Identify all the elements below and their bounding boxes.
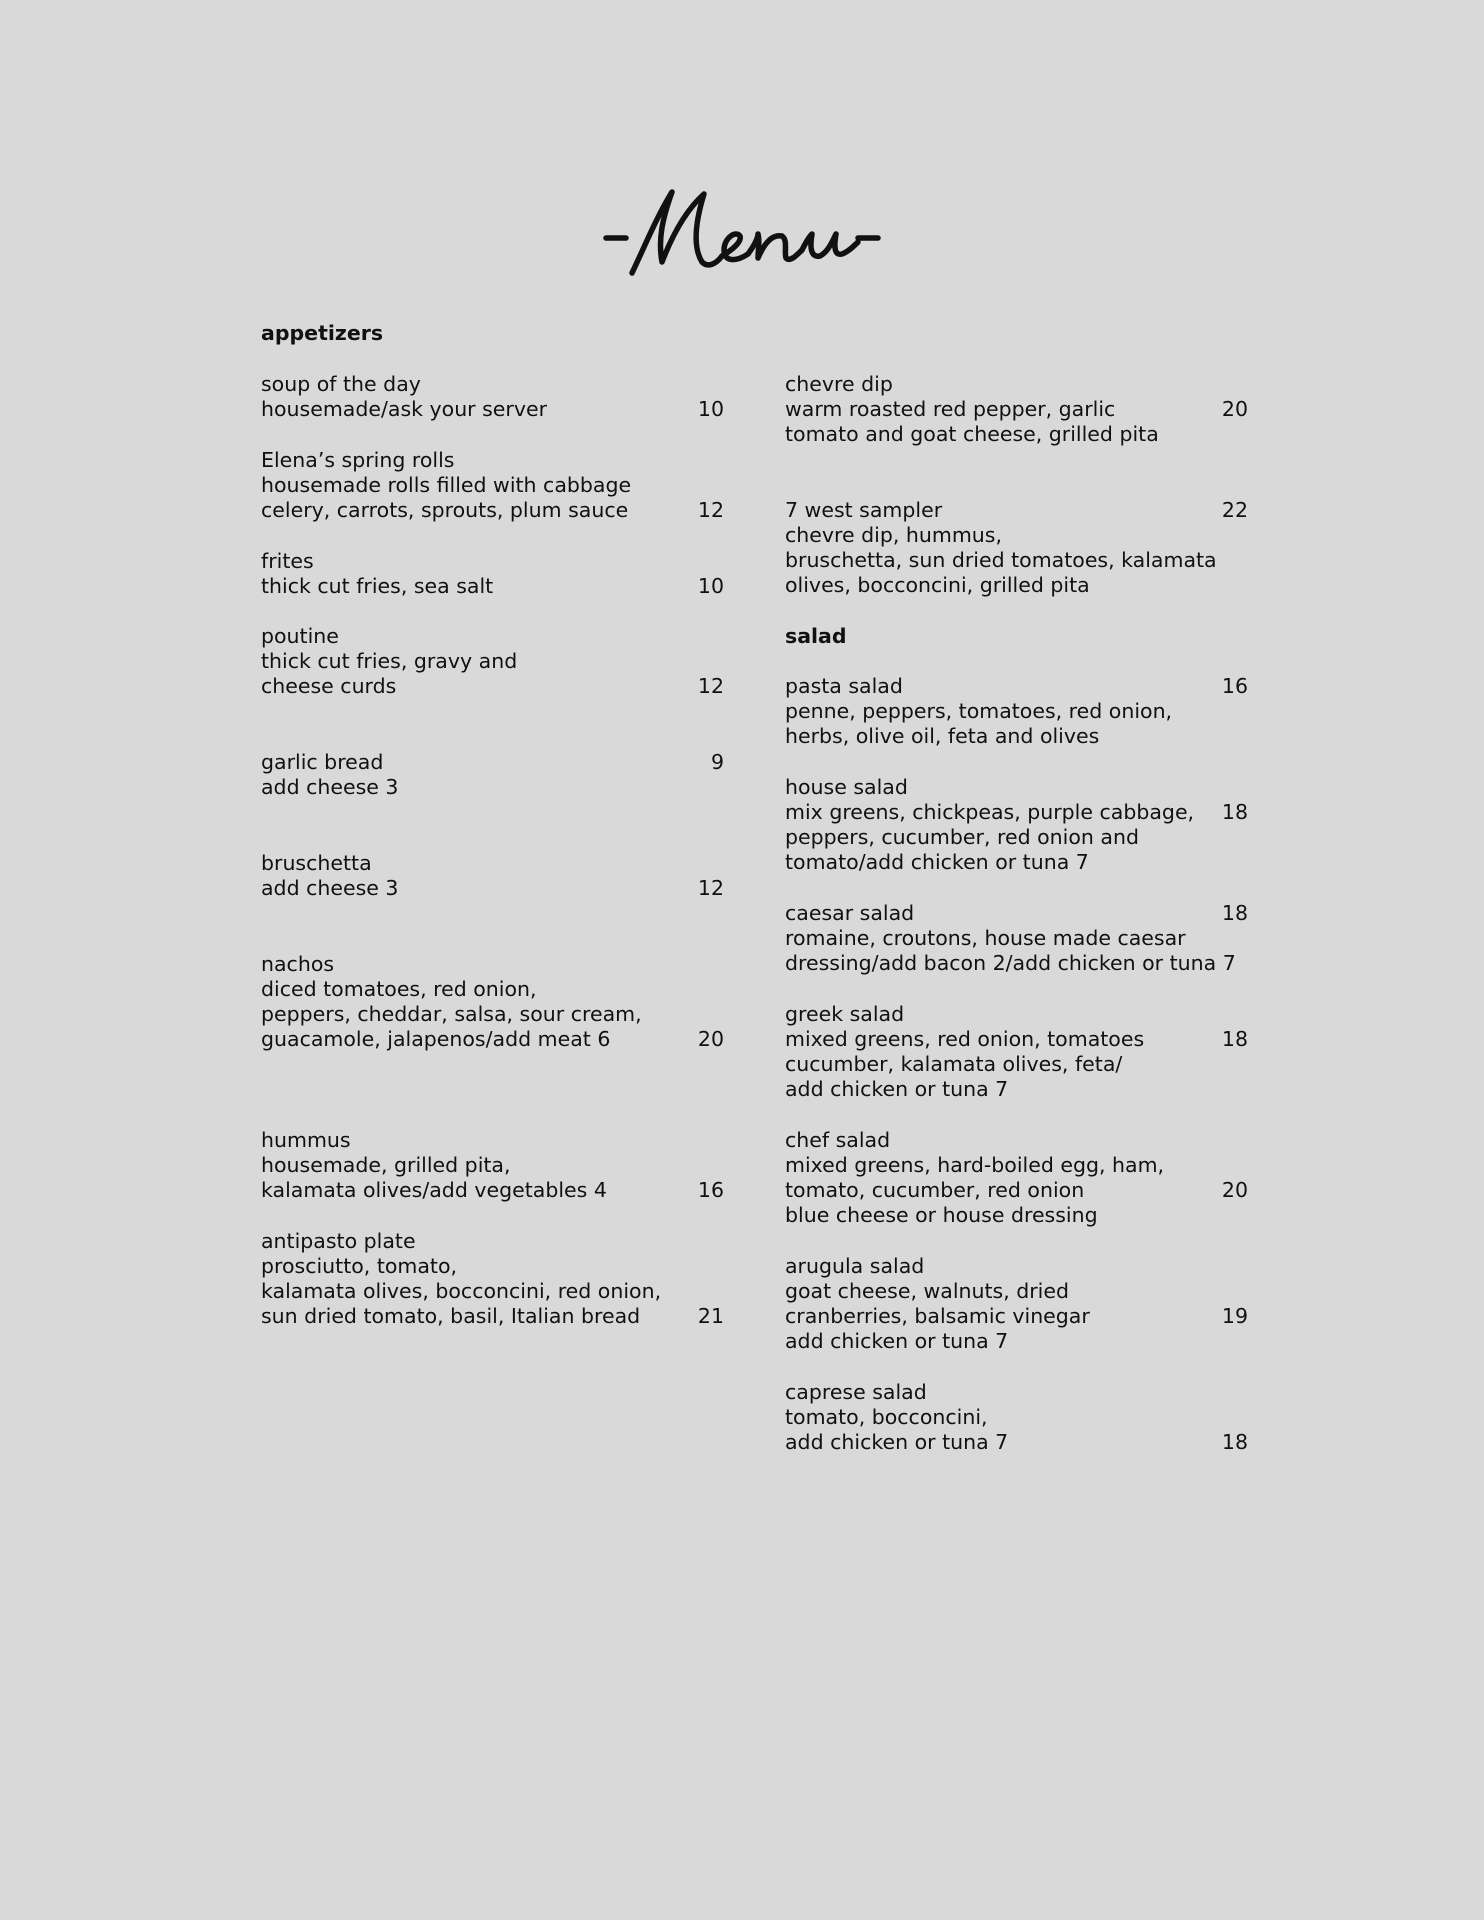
- item-price: 16: [1221, 674, 1248, 698]
- menu-item-greek-salad: [785, 1002, 1248, 1102]
- item-price: 12: [697, 876, 724, 900]
- item-description: bruschetta, sun dried tomatoes, kalamata: [785, 548, 1217, 572]
- item-description: tomato, cucumber, red onion: [785, 1178, 1085, 1202]
- item-price: 20: [697, 1027, 724, 1051]
- item-name: antipasto plate: [261, 1229, 416, 1253]
- item-price: 16: [697, 1178, 724, 1202]
- item-description: sun dried tomato, basil, Italian bread: [261, 1304, 641, 1328]
- item-price: 18: [1221, 1027, 1248, 1051]
- item-price: 21: [697, 1304, 724, 1328]
- item-description: cucumber, kalamata olives, feta/: [785, 1052, 1123, 1076]
- item-name: caesar salad: [785, 901, 915, 925]
- item-description: prosciutto, tomato,: [261, 1254, 458, 1278]
- item-description: thick cut fries, gravy and: [261, 649, 518, 673]
- item-name: frites: [261, 549, 314, 573]
- item-name: arugula salad: [785, 1254, 925, 1278]
- item-name: chevre dip: [785, 372, 893, 396]
- item-price: 18: [1221, 800, 1248, 824]
- item-description: goat cheese, walnuts, dried: [785, 1279, 1070, 1303]
- item-name: 7 west sampler: [785, 498, 943, 522]
- item-description: thick cut fries, sea salt: [261, 574, 494, 598]
- item-name: bruschetta: [261, 851, 372, 875]
- item-price: 18: [1221, 901, 1248, 925]
- item-description: mixed greens, red onion, tomatoes: [785, 1027, 1145, 1051]
- item-description: chevre dip, hummus,: [785, 523, 1002, 547]
- item-name: chef salad: [785, 1128, 891, 1152]
- item-description: warm roasted red pepper, garlic: [785, 397, 1116, 421]
- item-description: herbs, olive oil, feta and olives: [785, 724, 1100, 748]
- item-description: peppers, cucumber, red onion and: [785, 825, 1139, 849]
- menu-item-arugula-salad: [785, 1254, 1248, 1354]
- appetizers-heading: appetizers: [261, 321, 384, 345]
- item-description: tomato, bocconcini,: [785, 1405, 988, 1429]
- item-price: 10: [697, 397, 724, 421]
- item-name: caprese salad: [785, 1380, 927, 1404]
- item-description: kalamata olives/add vegetables 4: [261, 1178, 607, 1202]
- item-description: guacamole, jalapenos/add meat 6: [261, 1027, 611, 1051]
- item-description: cranberries, balsamic vinegar: [785, 1304, 1090, 1328]
- item-name: Elena’s spring rolls: [261, 448, 455, 472]
- item-price: 9: [710, 750, 724, 774]
- menu-item-7-west-sampler: [785, 498, 1248, 598]
- item-price: 18: [1221, 1430, 1248, 1454]
- item-price: 20: [1221, 397, 1248, 421]
- item-name: poutine: [261, 624, 339, 648]
- menu-item-caesar-salad: [785, 901, 1248, 976]
- item-description: romaine, croutons, house made caesar: [785, 926, 1186, 950]
- item-description: add cheese 3: [261, 876, 399, 900]
- item-description: mix greens, chickpeas, purple cabbage,: [785, 800, 1195, 824]
- menu-item-caprese-salad: [785, 1380, 1248, 1455]
- menu-item-frites: [261, 549, 724, 599]
- item-price: 22: [1221, 498, 1248, 522]
- item-description: peppers, cheddar, salsa, sour cream,: [261, 1002, 642, 1026]
- item-name: greek salad: [785, 1002, 905, 1026]
- menu-title: [592, 176, 892, 286]
- item-description: celery, carrots, sprouts, plum sauce: [261, 498, 629, 522]
- item-price: 19: [1221, 1304, 1248, 1328]
- item-description: add chicken or tuna 7: [785, 1329, 1009, 1353]
- item-description: housemade/ask your server: [261, 397, 548, 421]
- item-description: mixed greens, hard-boiled egg, ham,: [785, 1153, 1165, 1177]
- salad-heading: salad: [785, 624, 847, 648]
- menu-item-nachos: [261, 952, 724, 1052]
- item-description: penne, peppers, tomatoes, red onion,: [785, 699, 1173, 723]
- menu-item-chevre-dip: [785, 372, 1248, 447]
- item-description: olives, bocconcini, grilled pita: [785, 573, 1090, 597]
- item-description: blue cheese or house dressing: [785, 1203, 1098, 1227]
- item-description: cheese curds: [261, 674, 397, 698]
- item-price: 12: [697, 674, 724, 698]
- item-name: pasta salad: [785, 674, 903, 698]
- item-price: 20: [1221, 1178, 1248, 1202]
- menu-item-hummus: [261, 1128, 724, 1203]
- item-description: add cheese 3: [261, 775, 399, 799]
- menu-item-chef-salad: [785, 1128, 1248, 1228]
- menu-item-pasta-salad: [785, 674, 1248, 749]
- menu-item-poutine: [261, 624, 724, 699]
- item-name: soup of the day: [261, 372, 421, 396]
- menu-item-garlic-bread: [261, 750, 724, 800]
- item-description: add chicken or tuna 7: [785, 1077, 1009, 1101]
- item-description: add chicken or tuna 7: [785, 1430, 1009, 1454]
- item-name: nachos: [261, 952, 335, 976]
- item-price: 12: [697, 498, 724, 522]
- item-description: tomato and goat cheese, grilled pita: [785, 422, 1159, 446]
- item-description: housemade, grilled pita,: [261, 1153, 511, 1177]
- item-description: kalamata olives, bocconcini, red onion,: [261, 1279, 662, 1303]
- item-name: hummus: [261, 1128, 351, 1152]
- menu-item-bruschetta: [261, 851, 724, 901]
- menu-item-spring-rolls: [261, 448, 724, 523]
- item-name: house salad: [785, 775, 908, 799]
- menu-item-soup-of-the-day: [261, 372, 724, 422]
- item-price: 10: [697, 574, 724, 598]
- item-description: dressing/add bacon 2/add chicken or tuna 7: [785, 951, 1236, 975]
- item-description: tomato/add chicken or tuna 7: [785, 850, 1089, 874]
- item-name: garlic bread: [261, 750, 384, 774]
- menu-item-house-salad: [785, 775, 1248, 875]
- menu-item-antipasto-plate: [261, 1229, 724, 1329]
- item-description: housemade rolls filled with cabbage: [261, 473, 632, 497]
- item-description: diced tomatoes, red onion,: [261, 977, 537, 1001]
